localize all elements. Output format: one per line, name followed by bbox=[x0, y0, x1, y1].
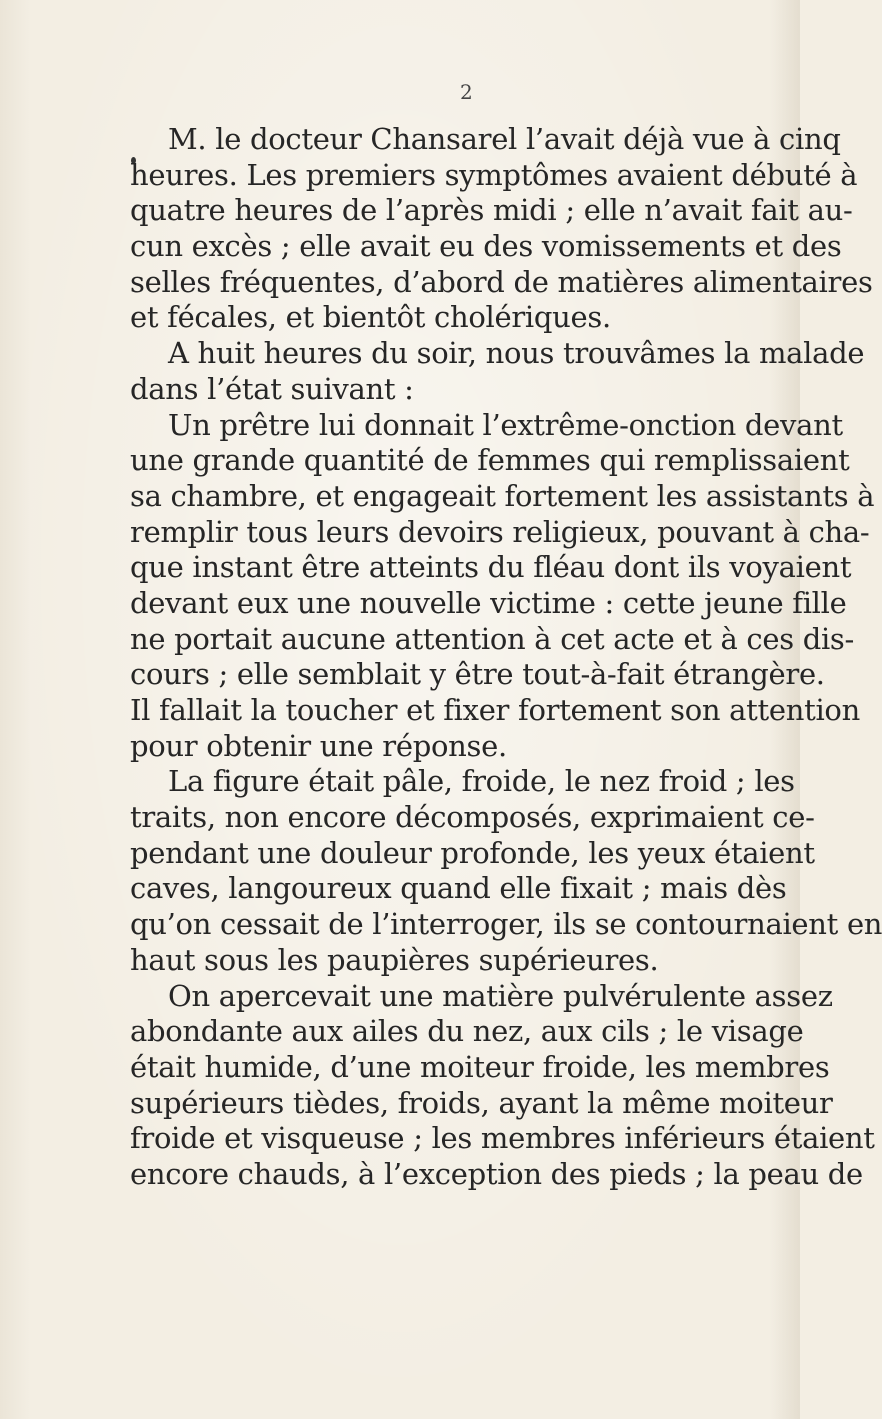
text-line: et fécales, et bientôt cholériques. bbox=[130, 300, 611, 335]
text-line: était humide, d’une moiteur froide, les membres bbox=[130, 1049, 830, 1084]
text-line: cun excès ; elle avait eu des vomissements et des bbox=[130, 229, 842, 264]
text-line: M. le docteur Chansarel l’avait déjà vue à cinq bbox=[168, 122, 841, 156]
text-line: On apercevait une matière pulvérulente assez bbox=[168, 978, 833, 1013]
text-line: encore chauds, à l’exception des pieds ; la peau de bbox=[130, 1156, 863, 1191]
text-line: quatre heures de l’après midi ; elle n’avait fait au- bbox=[130, 193, 853, 228]
text-line: pendant une douleur profonde, les yeux étaient bbox=[130, 835, 815, 870]
page-number: 2 bbox=[460, 80, 473, 104]
text-line: Il fallait la toucher et fixer fortement son attention bbox=[130, 693, 860, 727]
text-line: une grande quantité de femmes qui remplissaient bbox=[130, 443, 850, 478]
text-line: supérieurs tièdes, froids, ayant la même moiteur bbox=[130, 1085, 833, 1120]
text-line: caves, langoureux quand elle fixait ; mais dès bbox=[130, 871, 787, 906]
text-line: cours ; elle semblait y être tout-à-fait étrangère. bbox=[130, 657, 825, 692]
text-line: La figure était pâle, froide, le nez froid ; les bbox=[168, 764, 795, 799]
text-line: heures. Les premiers symptômes avaient débuté à bbox=[130, 157, 858, 192]
text-line: ne portait aucune attention à cet acte et à ces dis- bbox=[130, 621, 855, 656]
text-line: devant eux une nouvelle victime : cette jeune fille bbox=[130, 585, 847, 620]
text-line: sa chambre, et engageait fortement les assistants à bbox=[130, 478, 875, 513]
body-text bbox=[130, 122, 882, 1193]
text-line: que instant être atteints du fléau dont ils voyaient bbox=[130, 550, 852, 585]
text-line: dans l’état suivant : bbox=[130, 371, 414, 406]
text-line: abondante aux ailes du nez, aux cils ; le visage bbox=[130, 1014, 804, 1049]
text-line: haut sous les paupières supérieures. bbox=[130, 942, 659, 977]
text-line: selles fréquentes, d’abord de matières alimentaires bbox=[130, 264, 873, 299]
text-line: A huit heures du soir, nous trouvâmes la malade bbox=[168, 336, 865, 371]
text-line: froide et visqueuse ; les membres inférieurs étaient bbox=[130, 1121, 875, 1156]
text-line: Un prêtre lui donnait l’extrême-onction devant bbox=[168, 407, 843, 442]
text-line: pour obtenir une réponse. bbox=[130, 728, 507, 763]
text-line: qu’on cessait de l’interroger, ils se contournaient en bbox=[130, 907, 882, 942]
text-line: traits, non encore décomposés, exprimaient ce- bbox=[130, 800, 815, 835]
text-line: remplir tous leurs devoirs religieux, pouvant à cha- bbox=[130, 514, 870, 549]
